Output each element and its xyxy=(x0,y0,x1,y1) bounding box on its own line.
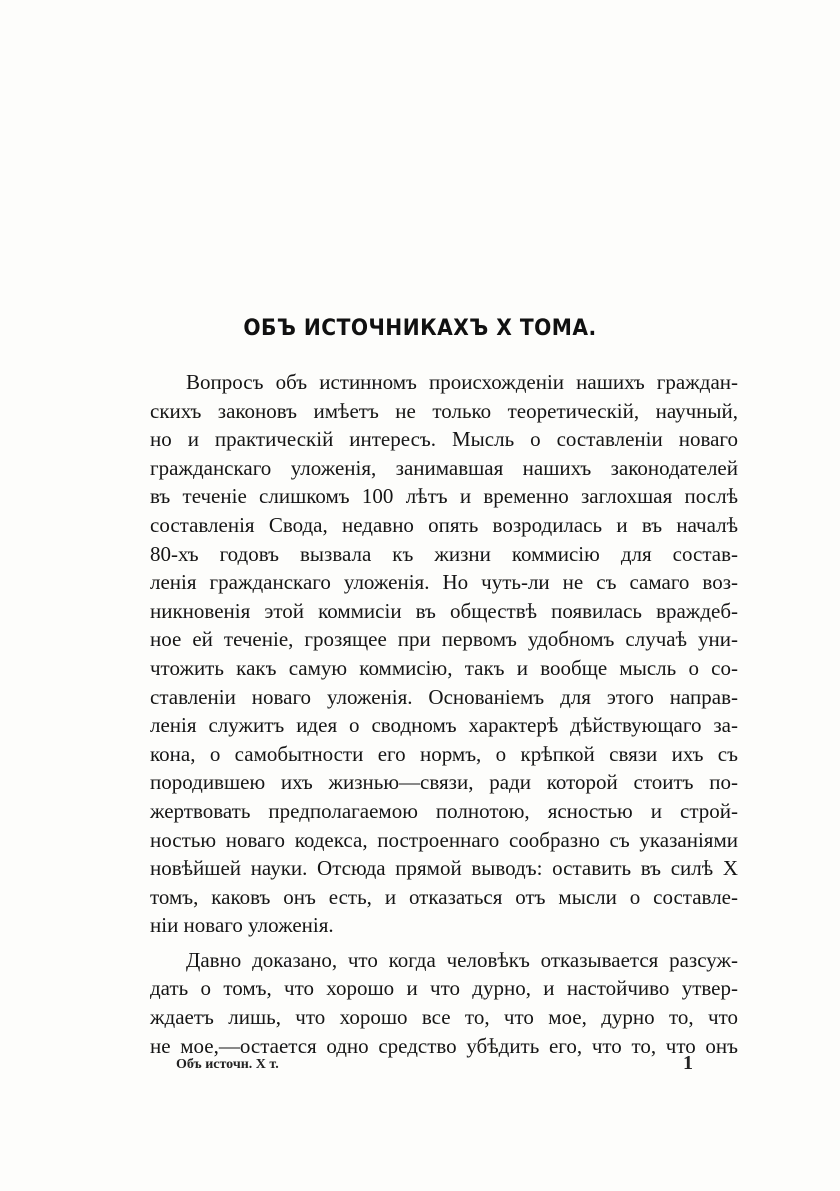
text-line: ленія гражданскаго уложенія. Но чуть-ли не съ самаго воз- xyxy=(150,570,738,595)
body-text xyxy=(150,368,738,1060)
text-line: гражданскаго уложенія, занимавшая нашихъ законодателей xyxy=(150,455,738,480)
text-line: ностью новаго кодекса, построеннаго сообразно съ указаніями xyxy=(150,827,738,852)
text-line: кона, о самобытности его нормъ, о крѣпкой связи ихъ съ xyxy=(150,741,738,766)
text-line: но и практическій интересъ. Мысль о составленіи новаго xyxy=(150,427,738,452)
text-line: ніи новаго уложенія. xyxy=(150,913,334,938)
text-line: жертвовать предполагаемою полнотою, ясностью и строй- xyxy=(150,798,738,823)
text-line: не мое,—остается одно средство убѣдить его, что то, что онъ xyxy=(150,1033,738,1058)
text-line: томъ, каковъ онъ есть, и отказаться отъ мысли о составле- xyxy=(150,884,738,909)
text-line: ждаетъ лишь, что хорошо все то, что мое, дурно то, что xyxy=(150,1005,738,1030)
text-line: въ теченіе слишкомъ 100 лѣтъ и временно заглохшая послѣ xyxy=(150,484,738,509)
paragraph-2 xyxy=(150,946,738,1060)
page-title: ОБЪ ИСТОЧНИКАХЪ Х ТОМА. xyxy=(243,316,597,341)
text-line: никновенія этой коммисіи въ обществѣ появилась враждеб- xyxy=(150,598,738,623)
page-number: 1 xyxy=(683,1052,693,1074)
text-line: дать о томъ, что хорошо и что дурно, и настойчиво утвер- xyxy=(150,976,738,1001)
text-line: Вопросъ объ истинномъ происхожденіи нашихъ граждан- xyxy=(186,370,738,394)
text-line: скихъ законовъ имѣетъ не только теоретическій, научный, xyxy=(150,398,738,423)
text-line: ленія служитъ идея о сводномъ характерѣ дѣйствующаго за- xyxy=(150,713,738,738)
text-line: составленія Свода, недавно опять возродилась и въ началѣ xyxy=(150,512,738,537)
text-line: новѣйшей науки. Отсюда прямой выводъ: оставить въ силѣ Х xyxy=(150,856,738,881)
text-line: чтожить какъ самую коммисію, такъ и вообще мысль о со- xyxy=(150,655,738,680)
text-line: ставленіи новаго уложенія. Основаніемъ для этого направ- xyxy=(150,684,738,709)
footer-signature: Объ источн. Х т. xyxy=(176,1057,279,1072)
text-line: ное ей теченіе, грозящее при первомъ удобномъ случаѣ уни- xyxy=(150,627,738,652)
paragraph-1 xyxy=(150,368,738,940)
text-line: Давно доказано, что когда человѣкъ отказывается разсуж- xyxy=(186,947,738,972)
text-line: породившею ихъ жизнью—связи, ради которой стоитъ по- xyxy=(150,770,738,795)
text-line: 80-хъ годовъ вызвала къ жизни коммисію для состав- xyxy=(150,541,738,566)
